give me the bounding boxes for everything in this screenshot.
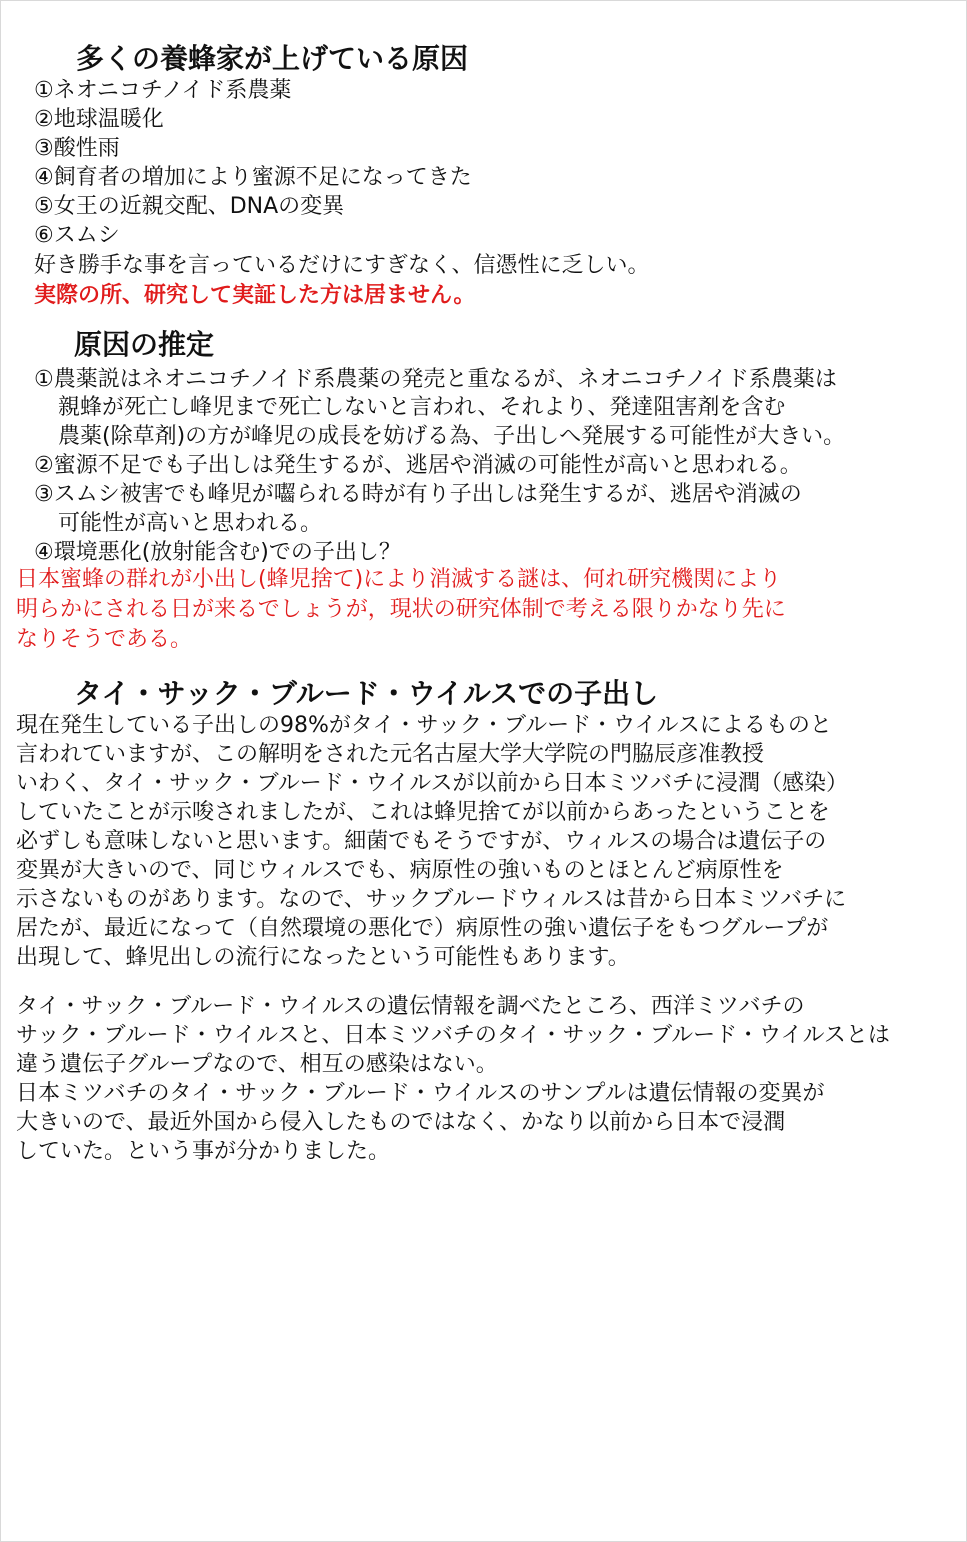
virus-paragraph-line: 居たが、最近になって（自然環境の悪化で）病原性の強い遺伝子をもつグループが <box>16 916 829 941</box>
estimation-red-line: 日本蜜蜂の群れが小出し(蜂児捨て)により消滅する謎は、何れ研究機関により <box>16 567 782 592</box>
estimation-line: ④環境悪化(放射能含む)での子出し？ <box>34 540 401 565</box>
estimation-line: 農薬(除草剤)の方が峰児の成長を妨げる為、子出しへ発展する可能性が大きい。 <box>58 424 846 449</box>
virus-paragraph-line: 必ずしも意味しないと思います。細菌でもそうですが、ウィルスの場合は遺伝子の <box>16 829 827 854</box>
estimation-red-line: 明らかにされる日が来るでしょうが，現状の研究体制で考える限りかなり先に <box>16 597 786 622</box>
cause-item-3: ③酸性雨 <box>34 136 120 161</box>
cause-item-6: ⑥スムシ <box>34 223 120 248</box>
virus-genetics-line: 大きいので、最近外国から侵入したものではなく、かなり以前から日本で浸潤 <box>16 1110 786 1135</box>
estimation-line: 親蜂が死亡し峰児まで死亡しないと言われ、それより、発達阻害剤を含む <box>58 395 786 420</box>
virus-genetics-line: 違う遺伝子グループなので、相互の感染はない。 <box>16 1052 498 1077</box>
virus-genetics-line: していた。という事が分かりました。 <box>16 1139 391 1164</box>
estimation-line: ①農薬説はネオニコチノイド系農薬の発売と重なるが、ネオニコチノイド系農薬は <box>34 367 837 392</box>
estimation-line: ③スムシ被害でも峰児が囓られる時が有り子出しは発生するが、逃居や消滅の <box>34 482 802 507</box>
virus-genetics-line: サック・ブルード・ウイルスと、日本ミツバチのタイ・サック・ブルード・ウイルスとは <box>16 1023 890 1048</box>
estimation-line: ②蜜源不足でも子出しは発生するが、逃居や消滅の可能性が高いと思われる。 <box>34 453 802 478</box>
cause-item-4: ④飼育者の増加により蜜源不足になってきた <box>34 165 472 190</box>
virus-paragraph-line: 言われていますが、この解明をされた元名古屋大学大学院の門脇辰彦准教授 <box>16 742 765 767</box>
estimation-red-line: なりそうである。 <box>16 627 193 652</box>
virus-paragraph-line: 現在発生している子出しの98%がタイ・サック・ブルード・ウイルスによるものと <box>16 713 832 738</box>
virus-paragraph-line: いわく、タイ・サック・ブルード・ウイルスが以前から日本ミツバチに浸潤（感染） <box>16 771 849 796</box>
section-heading-causes: 多くの養蜂家が上げている原因 <box>76 42 469 75</box>
section-heading-virus: タイ・サック・ブルード・ウイルスでの子出し <box>74 677 659 710</box>
virus-paragraph-line: 示さないものがあります。なので、サックブルードウィルスは昔から日本ミツバチに <box>16 887 847 912</box>
virus-genetics-line: タイ・サック・ブルード・ウイルスの遺伝情報を調べたところ、西洋ミツバチの <box>16 994 805 1019</box>
virus-paragraph-line: していたことが示唆されましたが、これは蜂児捨てが以前からあったということを <box>16 800 830 825</box>
virus-genetics-line: 日本ミツバチのタイ・サック・ブルード・ウイルスのサンプルは遺伝情報の変異が <box>16 1081 825 1106</box>
section-heading-estimation: 原因の推定 <box>74 328 215 361</box>
estimation-line: 可能性が高いと思われる。 <box>58 511 323 536</box>
cause-item-5: ⑤女王の近親交配、DNAの変異 <box>34 194 345 219</box>
cause-item-2: ②地球温暖化 <box>34 107 164 132</box>
virus-paragraph-line: 出現して、蜂児出しの流行になったという可能性もあります。 <box>16 945 630 970</box>
causes-comment: 好き勝手な事を言っているだけにすぎなく、信憑性に乏しい。 <box>34 253 650 278</box>
cause-item-1: ①ネオニコチノイド系農薬 <box>34 78 292 103</box>
virus-paragraph-line: 変異が大きいので、同じウィルスでも、病原性の強いものとほとんど病原性を <box>16 858 784 883</box>
causes-red-note: 実際の所、研究して実証した方は居ません。 <box>34 283 476 308</box>
